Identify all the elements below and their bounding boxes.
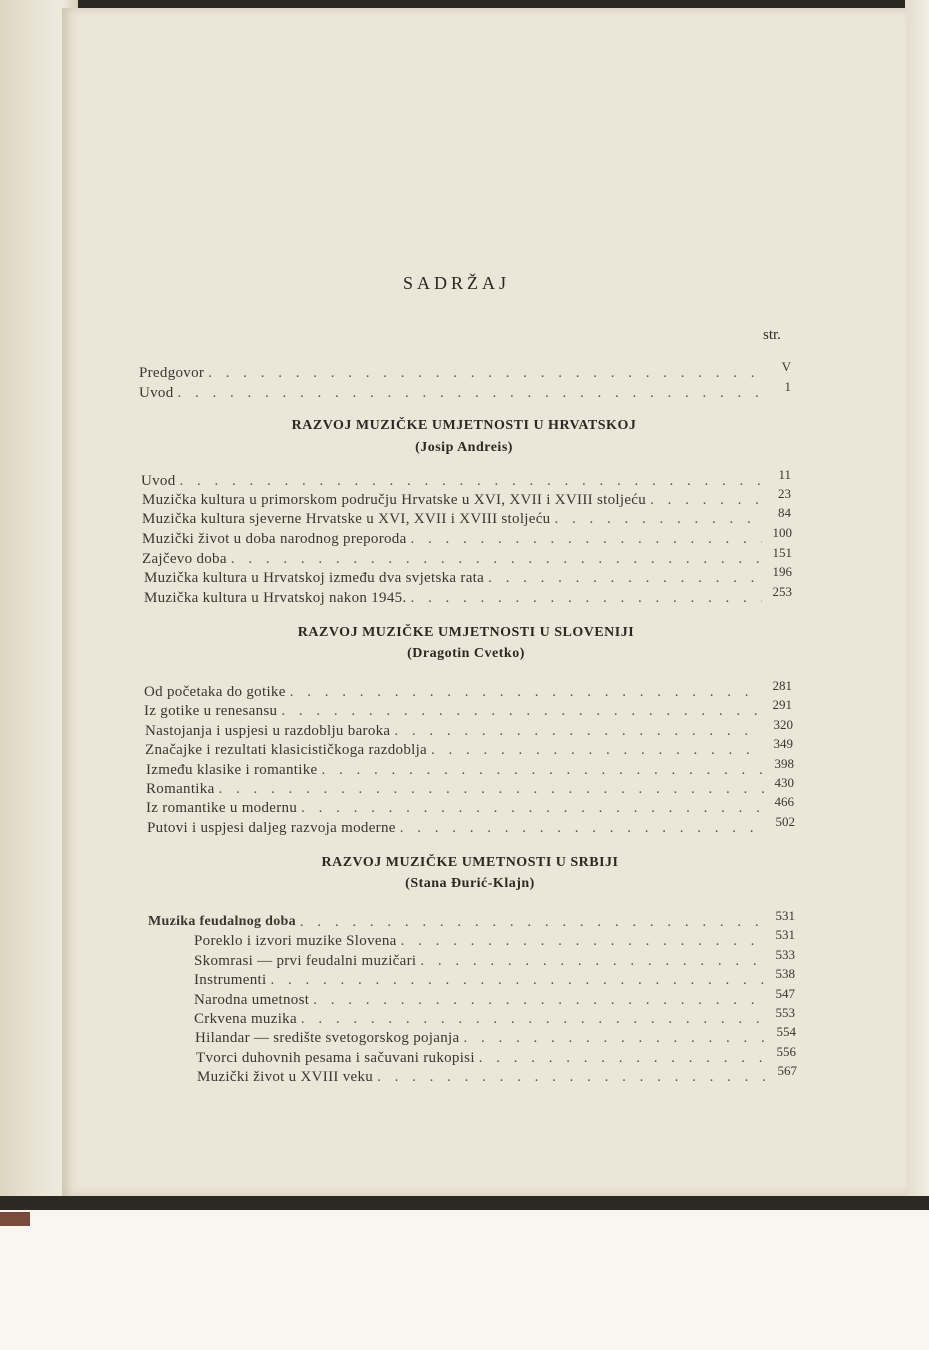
toc-entry-label: Nastojanja i uspjesi u razdoblju baroka [145,723,391,739]
toc-entry-page: 533 [775,947,795,962]
section-author: (Stana Đurić-Klajn) [405,876,535,891]
toc-entry [139,378,791,402]
toc-entry-page: 430 [774,775,794,790]
toc-entry-label: Instrumenti [194,972,267,988]
section-author: (Dragotin Cvetko) [407,646,525,661]
toc-entry-label: Iz romantike u modernu [146,800,298,816]
toc-entry-page: 553 [775,1005,795,1020]
toc-entry-page: 531 [775,908,795,923]
toc-entry-label: Uvod [141,473,176,489]
toc-entry-label: Crkvena muzika [194,1011,297,1027]
toc-entry-page: 398 [774,756,794,771]
toc-entry-label: Poreklo i izvori muzike Slovena [194,933,397,949]
toc-entry-label: Predgovor [139,365,205,381]
binding-mark [0,1212,30,1226]
toc-entry-label: Tvorci duhovnih pesama i sačuvani rukopisi [196,1050,475,1066]
page-title: SADRŽAJ [403,273,511,293]
toc-entry-label: Iz gotike u renesansu [144,703,278,719]
toc-entry-page: 11 [778,467,791,482]
toc-entry-label: Narodna umetnost [194,992,310,1008]
toc-entry-label: Zajčevo doba [142,551,227,567]
toc-entry [197,1062,797,1086]
section-author: (Josip Andreis) [415,440,513,455]
toc-entry-page: 196 [772,564,792,579]
toc-entry-label: Muzika feudalnog doba [148,914,296,929]
leader-dots [178,384,761,402]
scan-background [0,1210,929,1350]
page-column-label: str. [763,327,781,343]
toc-entry-page: 567 [777,1063,797,1078]
leader-dots [377,1068,767,1086]
toc-entry-label: Od početaka do gotike [144,684,286,700]
toc-entry [144,583,792,607]
book-bottom-edge [0,1196,929,1210]
toc-entry-label: Uvod [139,385,174,401]
toc-entry-page: 531 [775,927,795,942]
toc-entry-page: 547 [775,986,795,1001]
toc-entry-page: 84 [778,505,791,520]
toc-entry-label: Skomrasi — prvi feudalni muzičari [194,953,417,969]
toc-entry-page: 291 [772,697,792,712]
toc-entry-page: 349 [773,736,793,751]
toc-entry-label: Muzička kultura u primorskom području Hrvatske u XVI, XVII i XVIII stoljeću [142,492,647,508]
toc-entry-label: Hilandar — središte svetogorskog pojanja [195,1030,460,1046]
section-heading: RAZVOJ MUZIČKE UMJETNOSTI U HRVATSKOJ [291,418,637,433]
toc-entry-page: 556 [776,1044,796,1059]
toc-entry-page: 320 [773,717,793,732]
toc-entry-label: Muzička kultura u Hrvatskoj između dva svjetska rata [144,570,485,586]
toc-entry-page: 466 [774,794,794,809]
toc-entry-label: Muzička kultura u Hrvatskoj nakon 1945. [144,590,407,606]
toc-entry-page: 281 [772,678,792,693]
toc-entry-page: 151 [772,545,792,560]
toc-entry-page: 502 [775,814,795,829]
toc-entry-label: Muzička kultura sjeverne Hrvatske u XVI, XVII i XVIII stoljeću [142,511,551,527]
toc-entry-label: Romantika [146,781,215,797]
toc-entry-page: 253 [772,584,792,599]
toc-entry-label: Između klasike i romantike [146,762,318,778]
toc-entry-page: 100 [772,525,792,540]
toc-entry-page: 1 [784,379,791,394]
toc-entry-page: V [781,359,791,374]
leader-dots [400,819,765,837]
section-heading: RAZVOJ MUZIČKE UMJETNOSTI U SLOVENIJI [297,625,635,640]
toc-entry-page: 554 [776,1024,796,1039]
leader-dots [410,589,762,607]
toc-entry-page: 23 [778,486,791,501]
toc-entry-label: Putovi i uspjesi daljeg razvoja moderne [147,820,396,836]
section-heading: RAZVOJ MUZIČKE UMETNOSTI U SRBIJI [321,855,619,870]
toc-entry-page: 538 [775,966,795,981]
toc-entry [147,813,795,837]
toc-entry-label: Muzički život u XVIII veku [197,1069,374,1085]
book-right-edge [905,0,929,1200]
book-cover-top-edge [0,0,929,8]
toc-entry-label: Muzički život u doba narodnog preporoda [142,531,407,547]
toc-entry-label: Značajke i rezultati klasicističkoga razdoblja [145,742,428,758]
